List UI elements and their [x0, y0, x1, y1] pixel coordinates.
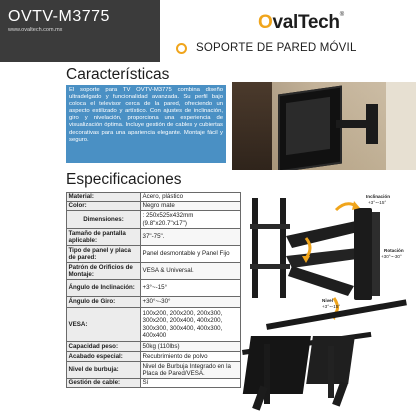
spec-key: Ángulo de Giro: [67, 297, 141, 308]
spec-row [67, 342, 241, 352]
inclinacion-label: Inclinación [366, 194, 390, 199]
vesa-frame [250, 198, 290, 298]
model-title: OVTV-M3775 [8, 8, 110, 25]
mount-exploded-view [242, 299, 407, 410]
spec-row [67, 246, 241, 263]
header [0, 0, 416, 62]
specs-title: Especificaciones [66, 171, 182, 188]
spec-key: VESA: [67, 308, 141, 342]
spec-row [67, 193, 241, 202]
rotacion-value: +30°~-30° [381, 254, 402, 259]
spec-value: : 250x525x432mm (9.8"x20.7"x17") [141, 211, 241, 229]
photo-mount-arm [336, 120, 370, 128]
spec-value: Nivel de Burbuja Integrado en la Placa de Pared/VESA. [141, 362, 241, 379]
spec-value: 100x200, 200x200, 200x300, 300x200, 200x400, 400x200, 300x300, 300x400, 400x300, 400x400 [141, 308, 241, 342]
spec-row [67, 211, 241, 229]
diagram-svg [236, 186, 416, 416]
rotacion-label: Rotación [384, 248, 404, 253]
brand-logo-o: O [258, 12, 273, 33]
product-diagram [236, 186, 416, 416]
characteristics-description: El soporte para TV OVTV-M3775 combina diseño ultradelgado y funcionalidad avanzada. Su perfil bajo coloca el televisor cerca de la pared, ofreciendo un aspecto estilizado y artístico. Con ajustes de inclinación, giro y nivelación, proporciona una experiencia de visualización óptima. Incluye gestión de cables y cubiertas decorativas para una apariencia elegante. Montaje fácil y seguro. [66, 85, 226, 163]
spec-row [67, 352, 241, 362]
inclinacion-value: +3°~-15° [368, 200, 387, 205]
spec-row [67, 362, 241, 379]
spec-key: Nivel de burbuja: [67, 362, 141, 379]
spec-value: Negro mate [141, 202, 241, 211]
spec-value: 37"-75". [141, 229, 241, 246]
photo-tv-screen [286, 97, 330, 155]
spec-value: Panel desmontable y Panel Fijo [141, 246, 241, 263]
brand-registered-mark: ® [339, 12, 344, 18]
website-url[interactable]: www.ovaltech.com.mx [8, 27, 63, 33]
spec-row [67, 379, 241, 388]
spec-row [67, 202, 241, 211]
spec-value: +30°~-30° [141, 297, 241, 308]
spec-row [67, 263, 241, 280]
subtitle-row [176, 40, 357, 56]
spec-key: Tamaño de pantalla aplicable: [67, 229, 141, 246]
spec-key: Tipo de panel y placa de pared: [67, 246, 141, 263]
spec-row [67, 297, 241, 308]
brand-logo-text: valTech [272, 12, 340, 33]
spec-value: 50kg (110lbs) [141, 342, 241, 352]
brand-logo [258, 12, 344, 34]
spec-key: Material: [67, 193, 141, 202]
spec-key: Ángulo de Inclinación: [67, 280, 141, 297]
nivel-value: +3°~-15° [322, 304, 341, 309]
spec-value: Recubrimiento de polvo [141, 352, 241, 362]
spec-row [67, 229, 241, 246]
spec-row [67, 280, 241, 297]
product-photo [232, 82, 416, 170]
spec-key: Color: [67, 202, 141, 211]
spec-key: Acabado especial: [67, 352, 141, 362]
spec-value: Acero, plástico [141, 193, 241, 202]
spec-row [67, 308, 241, 342]
photo-plant [232, 82, 272, 170]
articulating-arms [286, 208, 380, 300]
spec-key: Capacidad peso: [67, 342, 141, 352]
spec-value: VESA & Universal. [141, 263, 241, 280]
spec-value: Sí [141, 379, 241, 388]
product-subtitle: SOPORTE DE PARED MÓVIL [196, 42, 357, 54]
nivel-label: Nivel [322, 298, 333, 303]
spec-key: Gestión de cable: [67, 379, 141, 388]
characteristics-title: Características [66, 66, 170, 83]
photo-wall-plate [366, 104, 378, 144]
ring-icon [176, 43, 187, 54]
model-band [0, 0, 160, 62]
spec-value: +3°~-15° [141, 280, 241, 297]
photo-window [386, 82, 416, 170]
spec-key: Patrón de Orificios de Montaje: [67, 263, 141, 280]
spec-key: Dimensiones: [67, 211, 141, 229]
specs-table [66, 192, 241, 388]
